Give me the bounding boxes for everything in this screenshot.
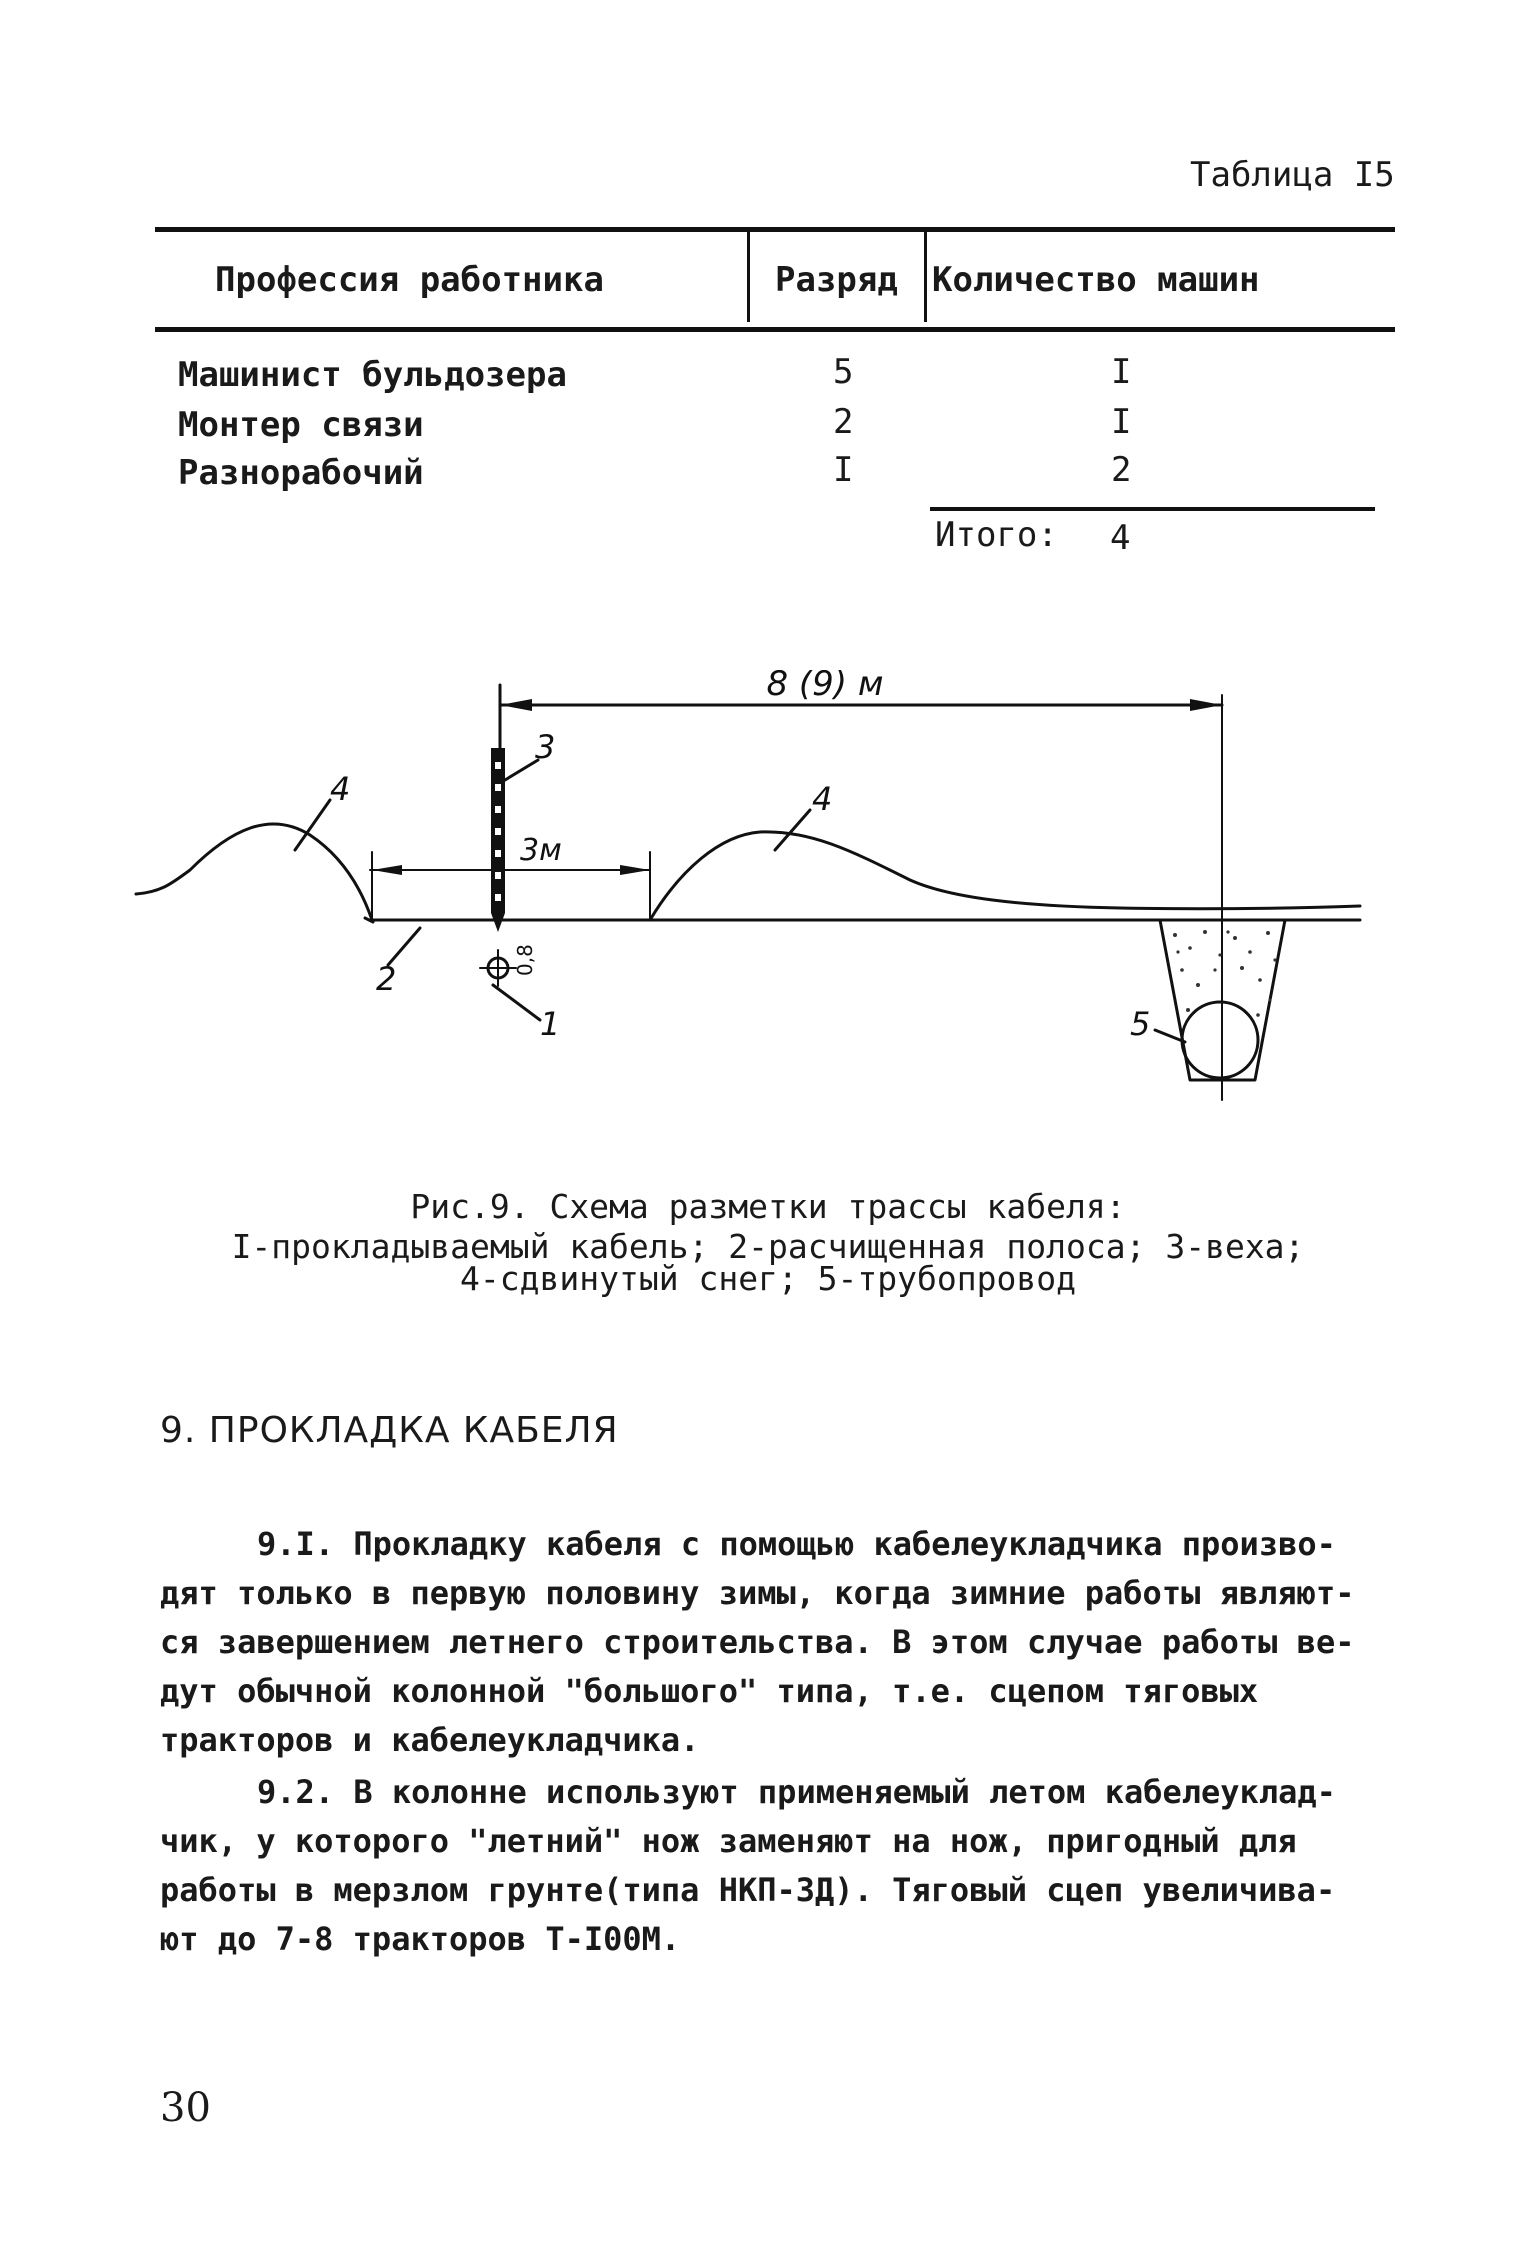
label-4-left: 4 <box>330 770 351 808</box>
paragraph-line: дят только в первую половину зимы, когда зимние работы являют- <box>160 1574 1355 1612</box>
paragraph-line: 9.2. В колонне используют применяемый летом кабелеуклад- <box>257 1773 1336 1811</box>
paragraph-9-2 <box>160 1768 1400 1964</box>
row-2-profession: Монтер связи <box>178 405 424 445</box>
figure-caption-line-1: Рис.9. Схема разметки трассы кабеля: <box>410 1187 1126 1226</box>
paragraph-line: ся завершением летнего строительства. В этом случае работы ве- <box>160 1623 1355 1661</box>
row-3-grade: I <box>833 450 854 490</box>
row-3-profession: Разнорабочий <box>178 453 424 493</box>
row-2-count: I <box>1111 402 1132 442</box>
stake-3 <box>491 748 505 932</box>
total-value: 4 <box>1110 518 1131 558</box>
label-dim-total: 8 (9) м <box>766 670 884 704</box>
total-rule <box>930 507 1375 511</box>
figure-caption-line-2: I-прокладываемый кабель; 2-расчищенная полоса; 3-веха; <box>231 1227 1305 1266</box>
label-4-right: 4 <box>812 780 833 818</box>
section-heading: 9. ПРОКЛАДКА КАБЕЛЯ <box>160 1410 619 1451</box>
pipeline-5 <box>1182 1002 1258 1078</box>
table-caption: Таблица I5 <box>1190 155 1395 195</box>
snow-ridge-right <box>650 832 1360 920</box>
paragraph-line: чик, у которого "летний" нож заменяют на нож, пригодный для <box>160 1822 1297 1860</box>
header-grade: Разряд <box>775 260 898 300</box>
label-1: 1 <box>540 1005 561 1043</box>
label-dim-strip: 3м <box>520 833 562 868</box>
cable-route-diagram <box>120 670 1380 1110</box>
page-number: 30 <box>160 2085 211 2131</box>
snow-ridge-left <box>136 824 372 920</box>
row-1-grade: 5 <box>833 352 854 392</box>
header-divider-2 <box>924 232 927 322</box>
row-1-profession: Машинист бульдозера <box>178 355 567 395</box>
paragraph-line: 9.I. Прокладку кабеля с помощью кабелеукладчика произво- <box>257 1525 1336 1563</box>
label-3: 3 <box>535 728 556 766</box>
table-header-bottom-rule <box>155 327 1395 332</box>
header-count: Количество машин <box>932 260 1260 300</box>
label-depth: 0,8 <box>513 944 537 976</box>
header-profession: Профессия работника <box>215 260 604 300</box>
row-2-grade: 2 <box>833 402 854 442</box>
figure-caption-line-3: 4-сдвинутый снег; 5-трубопровод <box>460 1259 1076 1298</box>
table-top-rule <box>155 227 1395 232</box>
paragraph-line: ют до 7-8 тракторов Т-I00М. <box>160 1920 681 1958</box>
paragraph-line: работы в мерзлом грунте(типа НКП-3Д). Тяговый сцеп увеличива- <box>160 1871 1336 1909</box>
figure-caption <box>0 1185 1536 1301</box>
paragraph-9-1 <box>160 1520 1400 1765</box>
label-5: 5 <box>1130 1005 1151 1043</box>
paragraph-line: тракторов и кабелеукладчика. <box>160 1721 700 1759</box>
paragraph-line: дут обычной колонной "большого" типа, т.е. сцепом тяговых <box>160 1672 1259 1710</box>
header-divider-1 <box>747 232 750 322</box>
label-2: 2 <box>376 960 397 998</box>
row-3-count: 2 <box>1111 450 1132 490</box>
total-label: Итого: <box>935 515 1058 555</box>
row-1-count: I <box>1111 352 1132 392</box>
